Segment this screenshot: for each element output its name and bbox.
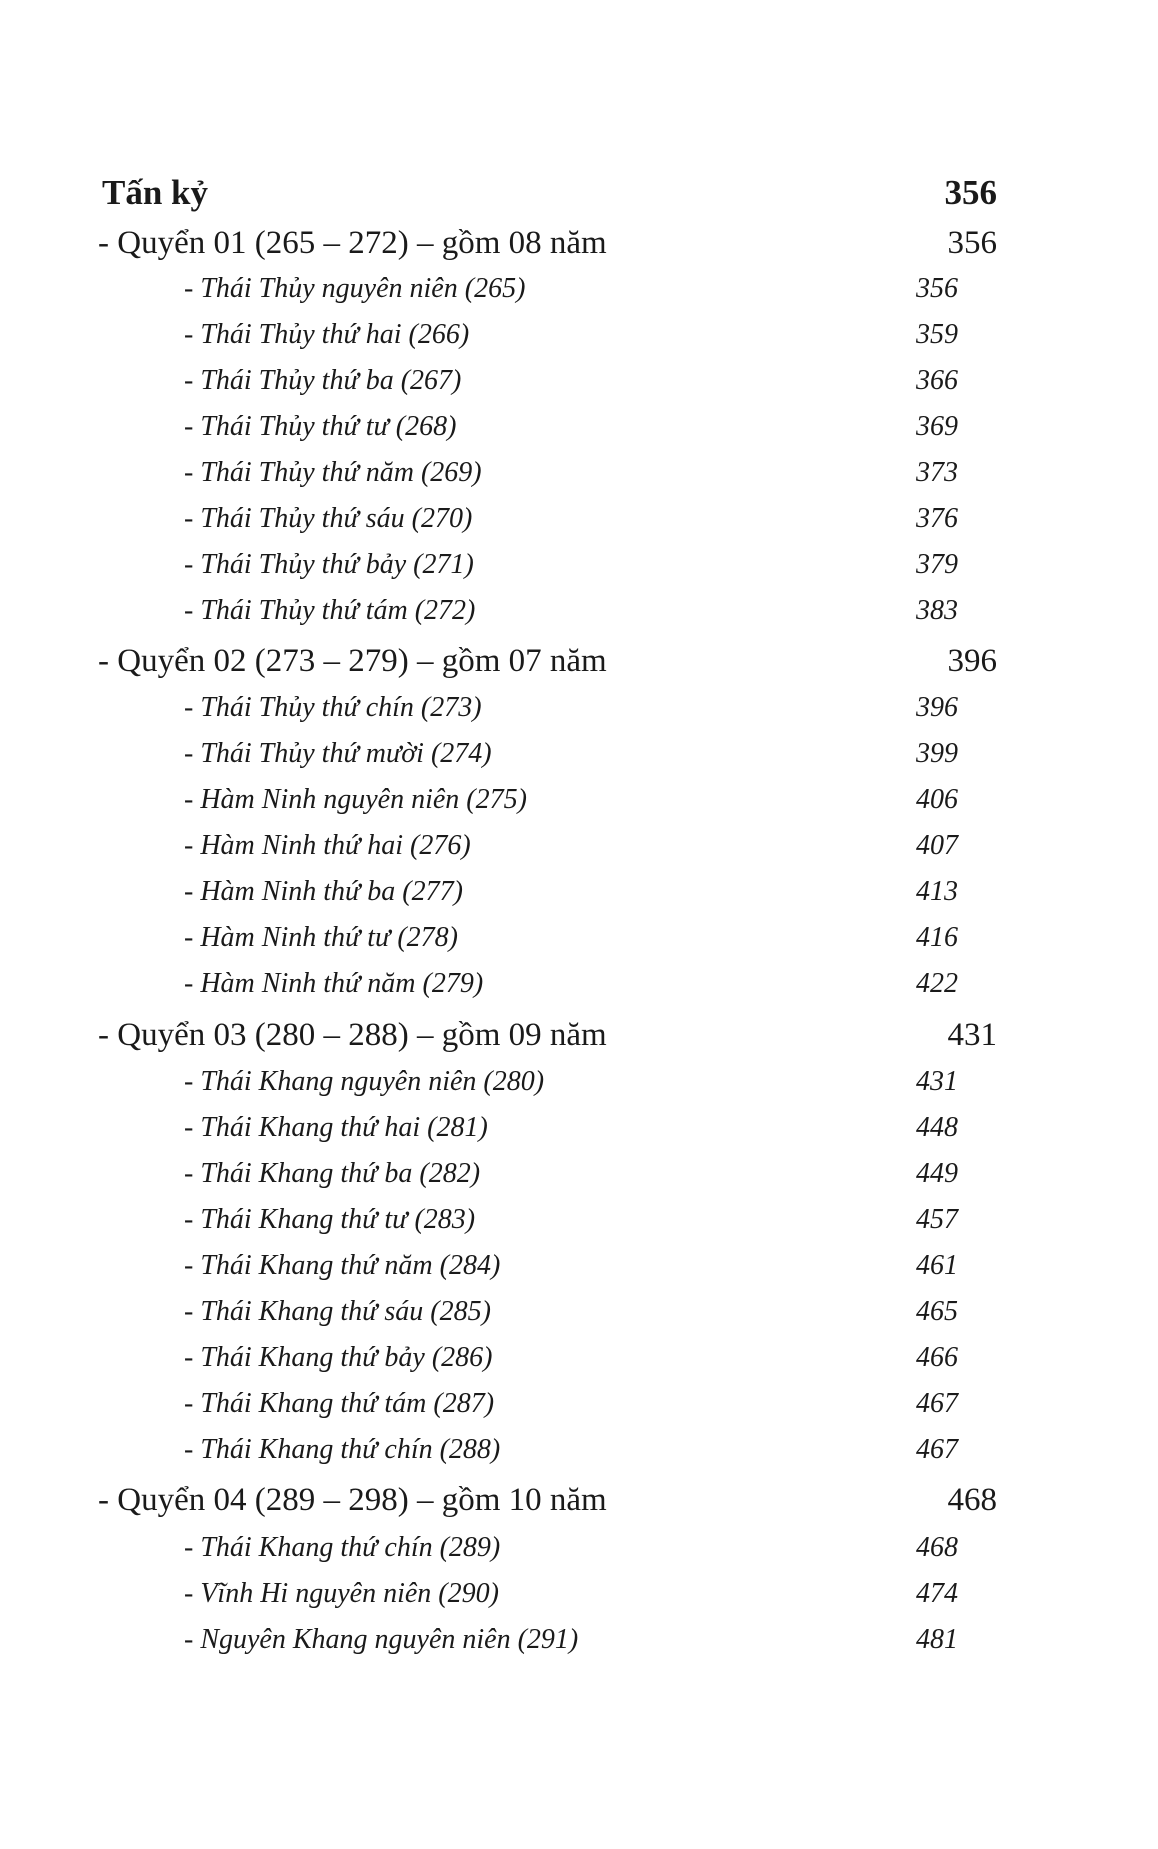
entry-page: 461: [916, 1250, 958, 1281]
entry-label: - Thái Khang thứ bảy (286): [184, 1342, 493, 1373]
entry-label: - Thái Thủy thứ hai (266): [184, 319, 470, 350]
entry-page: 416: [916, 922, 958, 953]
entry-page: 448: [916, 1112, 958, 1143]
entry-label: - Thái Thủy thứ tám (272): [184, 595, 476, 626]
entry-label: - Thái Khang thứ sáu (285): [184, 1296, 491, 1327]
volume-page: 431: [947, 1017, 997, 1053]
entry-label: - Thái Khang thứ hai (281): [184, 1112, 488, 1143]
volume-page: 468: [947, 1482, 997, 1518]
entry-page: 369: [916, 411, 958, 442]
entry-page: 356: [916, 273, 958, 304]
entry-label: - Vĩnh Hi nguyên niên (290): [184, 1578, 499, 1609]
entry-label: - Hàm Ninh thứ ba (277): [184, 876, 463, 907]
entry-page: 467: [916, 1388, 958, 1419]
entry-label: - Hàm Ninh thứ năm (279): [184, 968, 484, 999]
entry-label: - Thái Khang thứ tư (283): [184, 1204, 476, 1235]
entry-page: 457: [916, 1204, 958, 1235]
entry-page: 466: [916, 1342, 958, 1373]
entry-label: - Thái Thủy thứ ba (267): [184, 365, 462, 396]
entry-page: 467: [916, 1434, 958, 1465]
entry-page: 481: [916, 1624, 958, 1655]
entry-label: - Thái Khang thứ chín (289): [184, 1532, 501, 1563]
entry-label: - Thái Thủy thứ chín (273): [184, 692, 482, 723]
entry-page: 407: [916, 830, 958, 861]
entry-label: - Nguyên Khang nguyên niên (291): [184, 1624, 579, 1655]
entry-page: 449: [916, 1158, 958, 1189]
entry-label: - Thái Khang thứ ba (282): [184, 1158, 481, 1189]
toc-heading-label: Tấn kỷ: [102, 173, 209, 212]
volume-label: - Quyển 04 (289 – 298) – gồm 10 năm: [98, 1482, 607, 1518]
entry-page: 359: [916, 319, 958, 350]
entry-page: 422: [916, 968, 958, 999]
entry-label: - Thái Thủy thứ năm (269): [184, 457, 482, 488]
volume-page: 396: [947, 643, 997, 679]
entry-label: - Thái Khang thứ chín (288): [184, 1434, 501, 1465]
volume-label: - Quyển 01 (265 – 272) – gồm 08 năm: [98, 225, 607, 261]
entry-label: - Hàm Ninh thứ tư (278): [184, 922, 458, 953]
entry-label: - Hàm Ninh thứ hai (276): [184, 830, 471, 861]
volume-page: 356: [947, 225, 997, 261]
volume-label: - Quyển 02 (273 – 279) – gồm 07 năm: [98, 643, 607, 679]
entry-label: - Thái Thủy thứ bảy (271): [184, 549, 474, 580]
entry-page: 379: [916, 549, 958, 580]
entry-label: - Thái Thủy nguyên niên (265): [184, 273, 526, 304]
entry-label: - Thái Thủy thứ tư (268): [184, 411, 457, 442]
entry-label: - Thái Khang thứ năm (284): [184, 1250, 501, 1281]
entry-page: 465: [916, 1296, 958, 1327]
entry-page: 383: [916, 595, 958, 626]
toc-heading-page: 356: [944, 173, 997, 212]
entry-page: 366: [916, 365, 958, 396]
entry-label: - Thái Thủy thứ sáu (270): [184, 503, 473, 534]
entry-page: 399: [916, 738, 958, 769]
entry-page: 468: [916, 1532, 958, 1563]
entry-page: 406: [916, 784, 958, 815]
entry-label: - Thái Khang nguyên niên (280): [184, 1066, 545, 1097]
entry-page: 431: [916, 1066, 958, 1097]
entry-label: - Thái Thủy thứ mười (274): [184, 738, 492, 769]
entry-label: - Thái Khang thứ tám (287): [184, 1388, 495, 1419]
volume-label: - Quyển 03 (280 – 288) – gồm 09 năm: [98, 1017, 607, 1053]
entry-page: 376: [916, 503, 958, 534]
entry-page: 474: [916, 1578, 958, 1609]
entry-page: 373: [916, 457, 958, 488]
entry-page: 396: [916, 692, 958, 723]
entry-page: 413: [916, 876, 958, 907]
entry-label: - Hàm Ninh nguyên niên (275): [184, 784, 527, 815]
